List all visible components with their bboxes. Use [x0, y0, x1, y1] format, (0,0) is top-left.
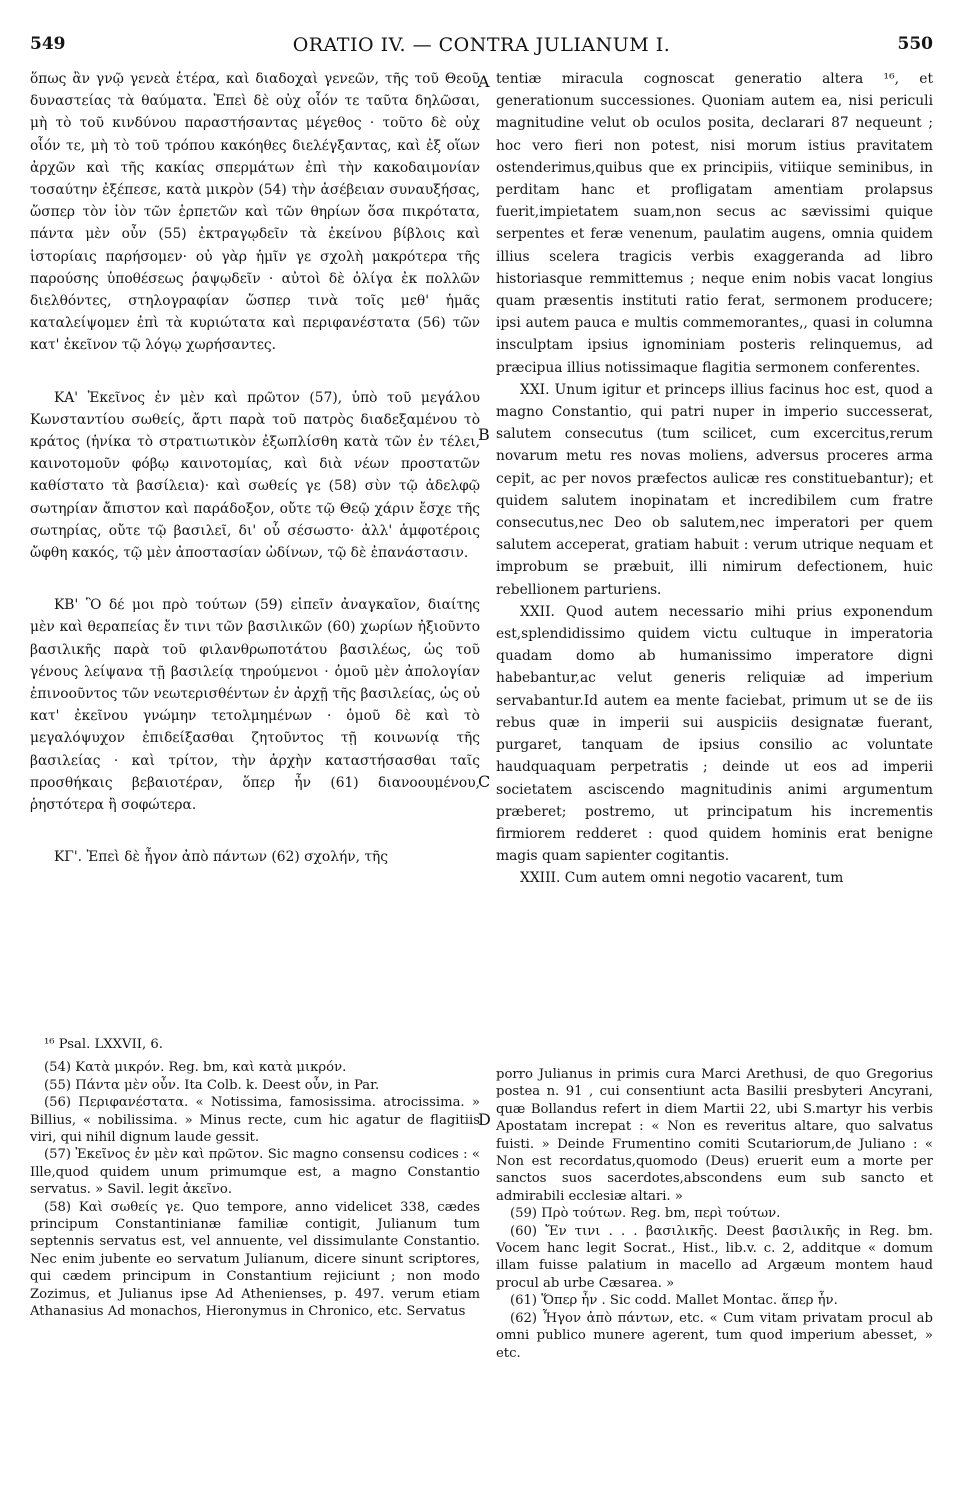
latin-paragraph-1: tentiæ miracula cognoscat generatio altera ¹⁶, et generationum successiones. Quoniam autem ea, nisi periculi magnitudine velut ob oculos posita, declarari 87 nequeunt ; hoc vero fieri non potest, nisi morum istius pravitatem ostenderimus,quibus que ex principiis, vitiique seminibus, in perditam hanc et profligatam amentiam prolapsus fuerit,impietatem suam,non secus ac sævissimi quique serpentes et feræ venenum, paulatim augens, omnia quidem illius scelera tragicis verbis exaggeranda ad libro historiasque remmittemus ; neque enim nobis vacat longius quam præsentis instituti ratio ferat, sermonem producere; ipsi autem pauca e multis commemorantes,, quasi in columna insculptam ipsius ignominiam posteris relinquemus, ad præcipua illius notissimaque flagitia sermonem conferentes. — [496, 71, 933, 376]
footnote-58: (58) Καὶ σωθείς γε. Quo tempore, anno videlicet 338, cædes principum Constantinianæ familiæ contigit, Julianum tum septennis servatus est, vel annuente, vel dissimulante Constantio. Nec enim jubente eo servatum Julianum, dicere sinunt scriptores, qui cædem principum in Constantium rejiciunt ; non modo Zozimus, et Julianus ipse Ad Athenienses, p. 497. verum etiam Athanasius Ad monachos, Hieronymus in Chronico, etc. Servatus — [30, 1199, 480, 1320]
page-number-right: 550 — [897, 34, 933, 54]
footnotes-right — [496, 1066, 933, 1362]
greek-paragraph-23: ΚΓ'. Ἐπεὶ δὲ ἦγον ἀπὸ πάντων (62) σχολήν, τῆς — [54, 849, 389, 866]
margin-marker-d: D — [478, 1110, 491, 1129]
footnote-57: (57) Ἐκεῖνος ἐν μὲν καὶ πρῶτον. Sic magno consensu codices : « Ille,quod quidem unum primumque est, a magno Constantio servatus. » Savil. legit ἀκεῖνο. — [30, 1147, 480, 1198]
footnote-62: (62) Ἦγον ἀπὸ πάντων, etc. « Cum vitam privatam procul ab omni publico munere agerent, tum quod imperium abesset, » etc. — [496, 1310, 933, 1361]
latin-paragraph-23: XXIII. Cum autem omni negotio vacarent, tum — [520, 870, 844, 887]
greek-paragraph-1: ὅπως ἂν γνῷ γενεὰ ἑτέρα, καὶ διαδοχαὶ γενεῶν, τῆς τοῦ Θεοῦ δυναστείας τὰ θαύματα. Ἐπεὶ δὲ οὐχ οἷόν τε ταῦτα δηλῶσαι, μὴ τὸ τοῦ κινδύνου παραστήσαντας μέγεθος · τοῦτο δὲ οὐχ οἷόν τε, μὴ τὸ τοῦ τρόπου κακόηθες διελέγξαντας, καὶ ἐξ οἵων ἀρχῶν καὶ τῆς κακίας σπερμάτων ἐπὶ τὴν κακοδαιμονίαν τοσαύτην ἐξέπεσε, κατὰ μικρὸν (54) τὴν ἀσέβειαν συναυξήσας, ὥσπερ τὸν ἰὸν τῶν ἑρπετῶν καὶ τῶν θηρίων ὅσα πικρότατα, πάντα μὲν οὖν (55) ἐκτραγῳδεῖν τὰ ἐκείνου βίβλοις καὶ ἱστορίαις παρήσομεν· οὐ γὰρ ἡμῖν γε σχολὴ μακρότερα τῆς παρούσης ὑποθέσεως ῥαψῳδεῖν · αὐτοὶ δὲ ὀλίγα ἐκ πολλῶν διελθόντες, στηλογραφίαν ὥσπερ τινὰ τοῖς μεθ' ἡμᾶς καταλείψομεν ἐπὶ τὰ κυριώτατα καὶ περιφανέστατα (56) τῶν κατ' ἐκεῖνον τῷ λόγῳ χωρήσαντες. — [30, 71, 480, 354]
latin-column — [496, 68, 933, 890]
greek-paragraph-22: ΚΒ' Ὃ δέ μοι πρὸ τούτων (59) εἰπεῖν ἀναγκαῖον, διαίτης μὲν καὶ θεραπείας ἔν τινι τῶν βασιλικῶν (60) χωρίων ἠξιοῦντο βασιλικῆς παρὰ τοῦ φιλανθρωποτάτου βασιλέως, ὡς τοῦ γένους λείψανα τῇ βασιλείᾳ τηρούμενοι · ὁμοῦ μὲν ἀπολογίαν ἐπινοοῦντος τῶν νεωτερισθέντων ἐν ἀρχῇ τῆς βασιλείας, ὡς οὐ κατ' ἐκεῖνου γνώμην τετολμημένων · ὁμοῦ δὲ καὶ τὸ μεγαλόψυχον ἐπιδείξασθαι ζητοῦντος τῇ κοινωνίᾳ τῆς βασιλείας · καὶ τρίτον, τὴν ἀρχὴν καταστήσασθαι ταῖς προσθήκαις βεβαιοτέραν, ὅπερ ἦν (61) διανοουμένου, ῥηστότερα ἢ σοφώτερα. — [30, 597, 480, 814]
latin-paragraph-21: XXI. Unum igitur et princeps illius facinus hoc est, quod a magno Constantio, qui patri nuper in imperio successerat, salutem consecutus (tum scilicet, cum excercitus,rerum novarum metu res novas moliens, adversus proceres arma cepit, ac per novos præfectos aulicæ res constituebantur); et quidem salutem inopinatam et incredibilem cum fratre consecutus,nec Deo ob salutem,nec imperatori per quem salutem acceperat, gratiam habuit : verum utrique nequam et improbum se præbuit, illi nimirum defectionem, huic rebellionem parturiens. — [496, 381, 933, 598]
greek-column — [30, 68, 480, 869]
footnote-59: (59) Πρὸ τούτων. Reg. bm, περὶ τούτων. — [510, 1206, 781, 1222]
running-title: ORATIO IV. — CONTRA JULIANUM I. — [292, 34, 671, 56]
running-header — [30, 34, 933, 62]
footnote-56: (56) Περιφανέστατα. « Notissima, famosissima. atrocissima. » Billius, « nobilissima. » Minus recte, cum hic agatur de flagitiis viri, qui nihil dignum laude gessit. — [30, 1095, 480, 1146]
page-number-left: 549 — [30, 34, 66, 54]
footnote-60: (60) Ἔν τινι . . . βασιλικῆς. Deest βασιλικῆς in Reg. bm. Vocem hanc legit Socrat., Hist., lib.v. c. 2, additque « domum illam fuisse palatium in macello ad Argæum montem haud procul ab urbe Cæsarea. » — [496, 1223, 933, 1291]
footnote-54: (54) Κατὰ μικρόν. Reg. bm, καὶ κατὰ μικρόν. — [44, 1060, 347, 1076]
greek-paragraph-21: ΚΑ' Ἐκεῖνος ἐν μὲν καὶ πρῶτον (57), ὑπὸ τοῦ μεγάλου Κωνσταντίου σωθείς, ἄρτι παρὰ τοῦ πατρὸς διαδεξαμένου τὸ κράτος (ἡνίκα τὸ στρατιωτικὸν ἐξωπλίσθη κατὰ τῶν ἐν τέλει, καινοτομοῦν φόβῳ καινοτομίας, καὶ διὰ νέων προστατῶν καθίστατο τὰ βασίλεια)· καὶ σωθείς γε (58) σὺν τῷ ἀδελφῷ σωτηρίαν ἄπιστον καὶ παράδοξον, οὔτε τῷ Θεῷ χάριν ἔσχε τῆς σωτηρίας, οὔτε τῷ βασιλεῖ, δι' οὗ σέσωστο· ἀλλ' ἀμφοτέροις ὤφθη κακός, τῷ μὲν ἀποστασίαν ὠδίνων, τῷ δὲ ἐπανάστασιν. — [30, 389, 480, 562]
footnote-58-continued: porro Julianus in primis cura Marci Arethusi, de quo Gregorius postea n. 91 , cui consentiunt acta Basilii presbyteri Ancyrani, quæ Bollandus refert in diem Martii 22, ubi S.martyr his verbis Apostatam increpat : « Non es reveritus altare, quo salvatus fuisti. » Deinde Frumentino comiti Scutariorum,de Juliano : « Non est recordatus,quomodo (Deus) eruerit eum a morte per sanctos suos sacerdotes,abscondens eum sub sancto et admirabili ecclesiæ altari. » — [496, 1067, 933, 1204]
margin-marker-c: C — [478, 772, 491, 791]
footnote-55: (55) Πάντα μὲν οὖν. Ita Colb. k. Deest οὖν, in Par. — [44, 1077, 380, 1093]
margin-marker-a: A — [478, 72, 490, 91]
margin-marker-b: B — [478, 425, 490, 444]
latin-paragraph-22: XXII. Quod autem necessario mihi prius exponendum est,splendidissimo quidem victu cultuque in imperatoria quadam domo ab humanissimo imperatore digni habebantur,ac velut generis reliquiæ ad imperium servabantur.Id autem ea mente faciebat, primum ut se de iis rebus quæ in imperii sui auspiciis designatæ fuerant, purgaret, tanquam de ipsius consilio ac voluntate haudquaquam perpetratis ; deinde ut eos ad imperii societatem asciscendo magnitudinis animi argumentum præberet; postremo, ut principatum his incrementis firmiorem redderet : quod quidem hominis erat benigne magis quam sapienter cogitantis. — [496, 603, 933, 865]
footnotes-left — [30, 1036, 480, 1321]
footnote-16: ¹⁶ Psal. LXXVII, 6. — [44, 1037, 163, 1052]
footnote-61: (61) Ὅπερ ἦν . Sic codd. Mallet Montac. ἅπερ ἦν. — [510, 1293, 838, 1309]
